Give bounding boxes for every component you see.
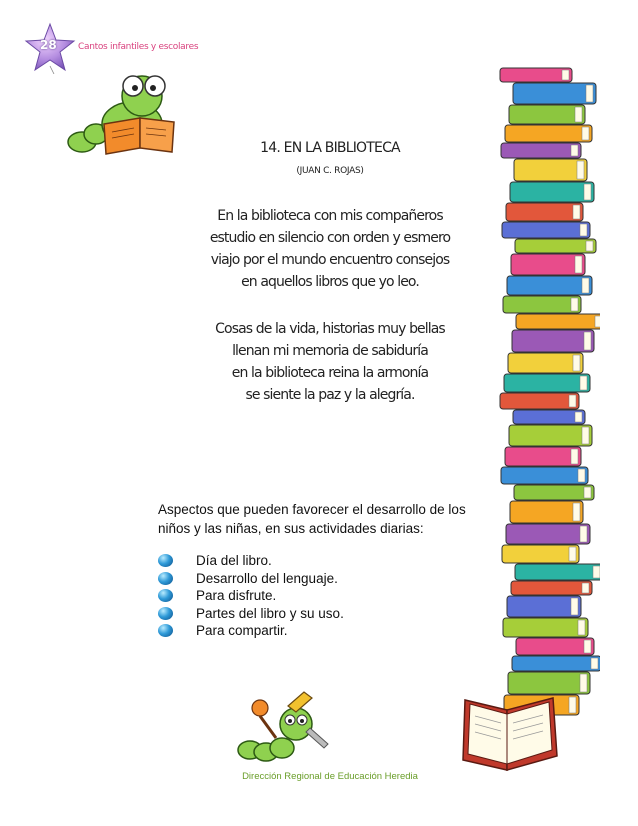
footer-text: Dirección Regional de Educación Heredia bbox=[242, 771, 418, 782]
blue-bullet-icon bbox=[158, 572, 173, 585]
book-spine bbox=[500, 393, 579, 409]
book-spine bbox=[505, 125, 592, 142]
book-pages bbox=[580, 674, 587, 692]
book-spine bbox=[508, 353, 583, 373]
book-pages bbox=[582, 278, 589, 293]
book-pages bbox=[591, 658, 598, 669]
book-spine bbox=[506, 203, 583, 221]
worm-with-tools-illustration bbox=[232, 688, 332, 768]
book-pages bbox=[584, 184, 591, 200]
book-spine bbox=[502, 222, 590, 238]
poem-title: 14. EN LA BIBLIOTECA bbox=[260, 140, 400, 156]
book-pages bbox=[575, 107, 582, 122]
book-pages bbox=[578, 620, 585, 635]
poem-line: En la biblioteca con mis compañeros bbox=[217, 208, 443, 224]
book-spine bbox=[505, 447, 581, 466]
book-spine bbox=[500, 68, 572, 82]
list-item-text: Desarrollo del lenguaje. bbox=[196, 570, 338, 586]
poem-line: Cosas de la vida, historias muy bellas bbox=[215, 321, 445, 337]
list-item-text: Partes del libro y su uso. bbox=[196, 605, 344, 621]
book-spine bbox=[514, 159, 587, 181]
book-pages bbox=[573, 205, 580, 219]
book-pages bbox=[584, 332, 591, 350]
book-pages bbox=[582, 427, 589, 444]
list-item bbox=[158, 588, 458, 606]
book-pages bbox=[575, 256, 582, 273]
book-spine bbox=[510, 501, 583, 523]
list-item-text: Para disfrute. bbox=[196, 588, 277, 603]
book-pages bbox=[582, 127, 589, 140]
open-book-illustration bbox=[455, 690, 565, 775]
book-spine bbox=[512, 330, 594, 352]
book-pages bbox=[578, 469, 585, 482]
book-spine bbox=[503, 296, 581, 313]
book-spine bbox=[509, 105, 585, 124]
aspects-list bbox=[158, 553, 458, 641]
book-spine bbox=[512, 656, 600, 671]
book-spine bbox=[501, 143, 581, 158]
aspects-intro bbox=[158, 500, 498, 538]
book-spine bbox=[515, 239, 596, 253]
poem-line: estudio en silencio con orden y esmero bbox=[209, 230, 451, 246]
book-pages bbox=[580, 376, 587, 390]
book-spine bbox=[507, 276, 592, 295]
book-pages bbox=[571, 298, 578, 311]
poem-line: llenan mi memoria de sabiduría bbox=[232, 343, 428, 359]
book-pages bbox=[562, 70, 569, 80]
book-pages bbox=[569, 395, 576, 407]
book-pages bbox=[571, 145, 578, 156]
book-pages bbox=[582, 583, 589, 593]
book-pages bbox=[569, 697, 576, 713]
book-pages bbox=[584, 487, 591, 498]
aspects-intro-line: niños y las niñas, en sus actividades diarias: bbox=[158, 521, 424, 536]
poem-author: (JUAN C. ROJAS) bbox=[296, 166, 364, 176]
blue-bullet-icon bbox=[158, 607, 173, 620]
book-spine bbox=[501, 467, 588, 484]
list-item-text: Día del libro. bbox=[196, 553, 272, 568]
stack-of-books-illustration bbox=[490, 60, 600, 760]
book-spine bbox=[502, 545, 579, 563]
poem-line: viajo por el mundo encuentro consejos bbox=[210, 252, 450, 268]
list-item bbox=[158, 553, 458, 571]
book-spine bbox=[514, 485, 594, 500]
book-spine bbox=[511, 581, 592, 595]
book-spine bbox=[504, 374, 590, 392]
book-spine bbox=[510, 182, 594, 202]
book-pages bbox=[593, 566, 600, 578]
poem-line: en aquellos libros que yo leo. bbox=[241, 274, 419, 290]
book-spine bbox=[507, 596, 581, 617]
book-pages bbox=[573, 503, 580, 521]
poem-line: en la biblioteca reina la armonía bbox=[231, 365, 429, 381]
book-spine bbox=[516, 638, 594, 655]
poem-stanza-2 bbox=[170, 318, 490, 406]
book-spine bbox=[511, 254, 585, 275]
book-pages bbox=[580, 224, 587, 236]
book-pages bbox=[586, 85, 593, 102]
book-pages bbox=[575, 412, 582, 422]
book-pages bbox=[573, 355, 580, 371]
book-spine bbox=[513, 83, 596, 104]
book-spine bbox=[509, 425, 592, 446]
book-pages bbox=[569, 547, 576, 561]
list-item-text: Para compartir. bbox=[196, 623, 288, 638]
book-spine bbox=[513, 410, 585, 424]
book-pages bbox=[580, 526, 587, 542]
page-number: 28 bbox=[40, 38, 57, 52]
book-spine bbox=[515, 564, 600, 580]
list-item bbox=[158, 606, 458, 624]
book-pages bbox=[571, 449, 578, 464]
section-title: Cantos infantiles y escolares bbox=[78, 42, 199, 52]
book-pages bbox=[595, 316, 600, 327]
worm-reading-book-illustration bbox=[62, 62, 192, 162]
book-pages bbox=[586, 241, 593, 251]
book-pages bbox=[584, 640, 591, 653]
list-item bbox=[158, 623, 458, 641]
book-spine bbox=[503, 618, 588, 637]
book-pages bbox=[577, 161, 584, 179]
aspects-intro-line: Aspectos que pueden favorecer el desarrollo de los bbox=[158, 502, 466, 517]
poem-stanza-1 bbox=[170, 205, 490, 293]
blue-bullet-icon bbox=[158, 554, 173, 567]
poem-line: se siente la paz y la alegría. bbox=[245, 387, 415, 403]
list-item bbox=[158, 571, 458, 589]
book-spine bbox=[516, 314, 600, 329]
book-pages bbox=[571, 598, 578, 615]
blue-bullet-icon bbox=[158, 624, 173, 637]
blue-bullet-icon bbox=[158, 589, 173, 602]
book-spine bbox=[506, 524, 590, 544]
